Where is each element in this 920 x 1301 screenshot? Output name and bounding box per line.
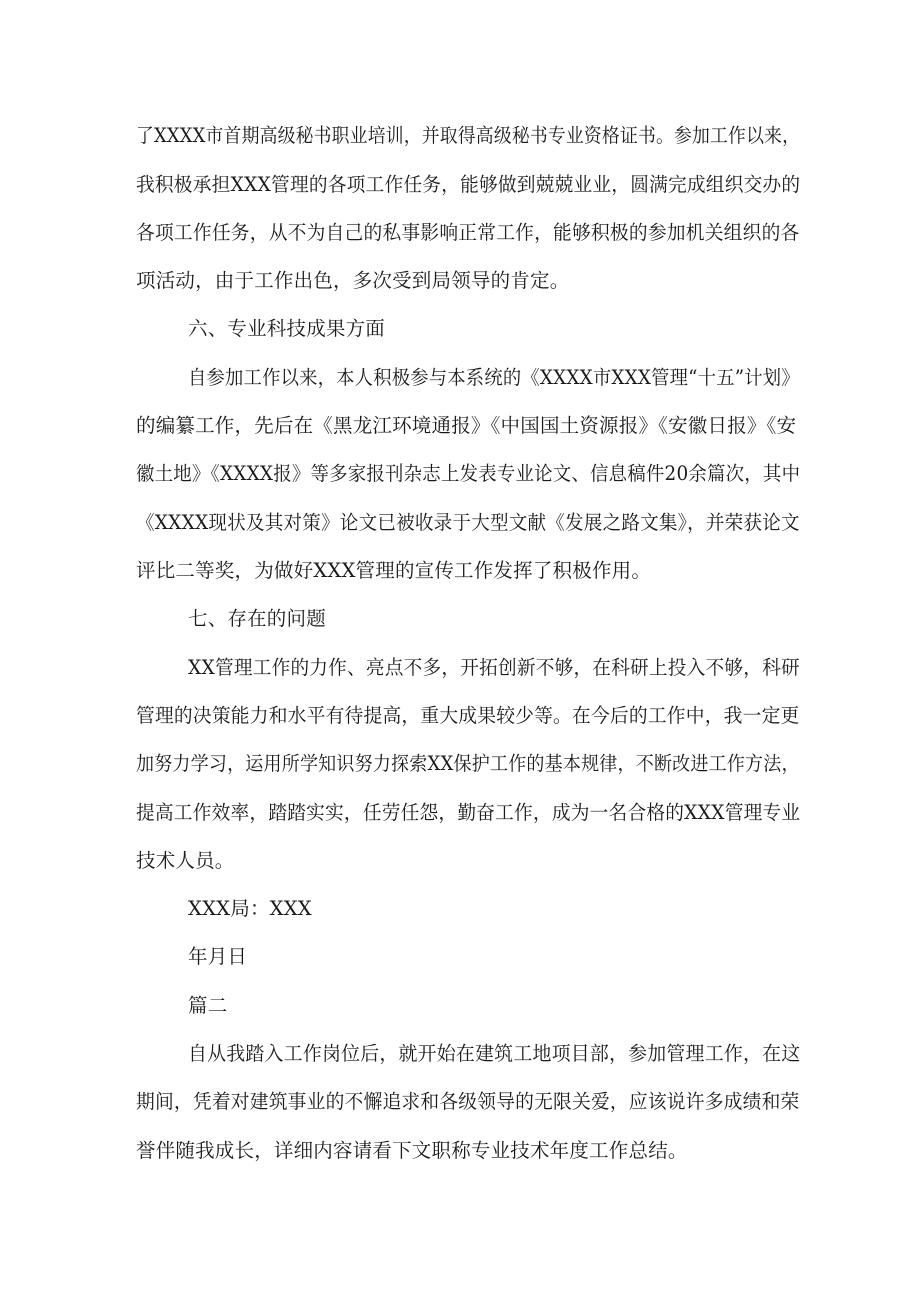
section-heading-six: 六、专业科技成果方面	[188, 317, 386, 340]
text-line-16: 技术人员。	[136, 849, 235, 872]
section-heading-seven: 七、存在的问题	[188, 607, 326, 630]
text-line-8: 徽土地》《XXXX报》等多家报刊杂志上发表专业论文、信息稿件20余篇次，其中	[136, 462, 801, 485]
text-line-14: 加努力学习，运用所学知识努力探索XX保护工作的基本规律，不断改进工作方法，	[136, 752, 800, 775]
text-line-12: XX管理工作的力作、亮点不多，开拓创新不够，在科研上投入不够，科研	[188, 656, 800, 679]
text-line-6: 自参加工作以来，本人积极参与本系统的《XXXX市XXX管理“十五”计划》	[188, 366, 800, 389]
text-line-22: 誉伴随我成长，详细内容请看下文职称专业技术年度工作总结。	[136, 1139, 688, 1162]
text-line-1: 了XXXX市首期高级秘书职业培训，并取得高级秘书专业资格证书。参加工作以来，	[136, 124, 801, 147]
signature-date: 年月日	[188, 945, 248, 968]
text-line-15: 提高工作效率，踏踏实实，任劳任怨，勤奋工作，成为一名合格的XXX管理专业	[136, 801, 801, 824]
text-line-9: 《XXXX现状及其对策》论文已被收录于大型文献《发展之路文集》，并荣获论文	[136, 511, 800, 534]
text-line-7: 的编纂工作，先后在《黑龙江环境通报》《中国国土资源报》《安徽日报》《安	[136, 414, 797, 437]
text-line-20: 自从我踏入工作岗位后，就开始在建筑工地项目部，参加管理工作，在这	[188, 1042, 801, 1065]
text-line-4: 项活动，由于工作出色，多次受到局领导的肯定。	[136, 269, 570, 292]
signature-org: XXX局：XXX	[188, 897, 312, 920]
text-line-3: 各项工作任务，从不为自己的私事影响正常工作，能够积极的参加机关组织的各	[136, 221, 800, 244]
text-line-10: 评比二等奖，为做好XXX管理的宣传工作发挥了积极作用。	[136, 559, 652, 582]
text-line-2: 我积极承担XXX管理的各项工作任务，能够做到兢兢业业，圆满完成组织交办的	[136, 173, 801, 196]
section-heading-part-two: 篇二	[188, 994, 228, 1017]
text-line-21: 期间，凭着对建筑事业的不懈追求和各级领导的无限关爱，应该说许多成绩和荣	[136, 1090, 800, 1113]
text-line-13: 管理的决策能力和水平有待提高，重大成果较少等。在今后的工作中，我一定更	[136, 704, 800, 727]
